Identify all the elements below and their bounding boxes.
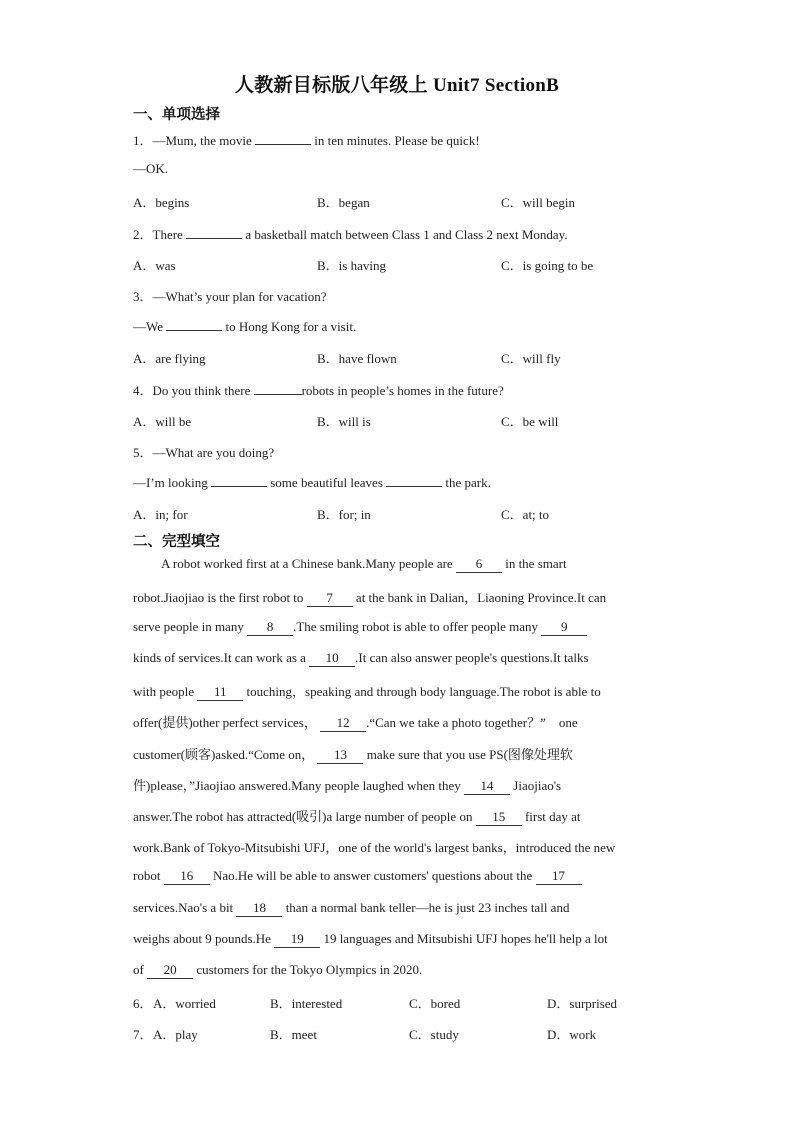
cloze-blank-7[interactable]: 7 <box>307 590 353 607</box>
passage-line: services.Nao's a bit 18 than a normal bank teller—he is just 23 inches tall and <box>133 900 570 915</box>
question-5-option-b[interactable]: B．for; in <box>317 507 371 522</box>
passage-line: weighs about 9 pounds.He 19 19 languages and Mitsubishi UFJ hopes he'll help a lot <box>133 931 608 946</box>
question-7-option-d[interactable]: D．work <box>547 1027 597 1042</box>
question-1-reply: —OK. <box>133 161 169 176</box>
cloze-blank-14[interactable]: 14 <box>464 778 510 795</box>
cloze-blank-17[interactable]: 17 <box>536 868 582 885</box>
question-3-reply: —We to Hong Kong for a visit. <box>133 319 357 334</box>
question-6-option-c[interactable]: C．bored <box>409 996 461 1011</box>
cloze-blank-12[interactable]: 12 <box>320 715 366 732</box>
passage-line: robot.Jiaojiao is the first robot to 7 at the bank in Dalian，Liaoning Province.It can <box>133 590 607 605</box>
passage-line: robot 16 Nao.He will be able to answer customers' questions about the 17 <box>133 868 582 885</box>
question-7-option-c[interactable]: C．study <box>409 1027 459 1042</box>
cloze-blank-19[interactable]: 19 <box>274 931 320 948</box>
question-5-option-c[interactable]: C．at; to <box>501 507 550 522</box>
passage-line: A robot worked first at a Chinese bank.Many people are 6 in the smart <box>161 556 567 571</box>
question-7-number: 7． <box>133 1027 153 1042</box>
question-6-option-a[interactable]: A．worried <box>153 996 216 1011</box>
question-6-option-d[interactable]: D．surprised <box>547 996 618 1011</box>
question-4-option-c[interactable]: C．be will <box>501 414 559 429</box>
passage-line: work.Bank of Tokyo-Mitsubishi UFJ，one of the world's largest banks，introduced the new <box>133 840 616 855</box>
question-3-option-a[interactable]: A．are flying <box>133 351 206 366</box>
question-1-option-c[interactable]: C．will begin <box>501 195 576 210</box>
passage-line: offer(提供)other perfect services， 12 .“Can we take a photo together？” one <box>133 715 578 730</box>
question-7-option-a[interactable]: A．play <box>153 1027 198 1042</box>
cloze-blank-13[interactable]: 13 <box>317 747 363 764</box>
answer-blank[interactable] <box>255 131 311 145</box>
cloze-blank-6[interactable]: 6 <box>456 556 502 573</box>
passage-line: customer(顾客)asked.“Come on， 13 make sure that you use PS(图像处理软 <box>133 747 573 762</box>
question-2-stem: 2．There a basketball match between Class 1 and Class 2 next Monday. <box>133 227 568 242</box>
question-1-option-a[interactable]: A．begins <box>133 195 190 210</box>
passage-line: kinds of services.It can work as a 10 .It can also answer people's questions.It talks <box>133 650 589 665</box>
cloze-blank-20[interactable]: 20 <box>147 962 193 979</box>
cloze-blank-11[interactable]: 11 <box>197 684 243 701</box>
cloze-blank-9[interactable]: 9 <box>541 619 587 636</box>
passage-line: serve people in many 8 .The smiling robot is able to offer people many 9 <box>133 619 587 636</box>
answer-blank[interactable] <box>211 473 267 487</box>
passage-line: of 20 customers for the Tokyo Olympics in 2020. <box>133 962 423 977</box>
question-2-option-c[interactable]: C．is going to be <box>501 258 594 273</box>
passage-line: 件)please，”Jiaojiao answered.Many people laughed when they 14 Jiaojiao's <box>133 778 562 793</box>
cloze-blank-18[interactable]: 18 <box>236 900 282 917</box>
answer-blank[interactable] <box>186 225 242 239</box>
passage-line: with people 11 touching，speaking and through body language.The robot is able to <box>133 684 601 699</box>
cloze-blank-16[interactable]: 16 <box>164 868 210 885</box>
question-6-number: 6． <box>133 996 153 1011</box>
question-3-option-b[interactable]: B．have flown <box>317 351 397 366</box>
question-6-option-b[interactable]: B．interested <box>270 996 343 1011</box>
question-5-reply: —I’m looking some beautiful leaves the park. <box>133 475 491 490</box>
question-4-stem: 4．Do you think there robots in people’s homes in the future? <box>133 383 504 398</box>
question-1-option-b[interactable]: B．began <box>317 195 370 210</box>
question-3-stem: 3．—What’s your plan for vacation? <box>133 289 327 304</box>
cloze-blank-15[interactable]: 15 <box>476 809 522 826</box>
question-2-option-b[interactable]: B．is having <box>317 258 386 273</box>
question-5-option-a[interactable]: A．in; for <box>133 507 188 522</box>
page-title: 人教新目标版八年级上 Unit7 SectionB <box>234 75 560 96</box>
answer-blank[interactable] <box>254 381 302 395</box>
question-7-option-b[interactable]: B．meet <box>270 1027 317 1042</box>
section-heading-single-choice: 一、单项选择 <box>133 107 220 123</box>
question-4-option-a[interactable]: A．will be <box>133 414 192 429</box>
question-2-option-a[interactable]: A．was <box>133 258 176 273</box>
question-3-option-c[interactable]: C．will fly <box>501 351 561 366</box>
question-5-stem: 5．—What are you doing? <box>133 445 275 460</box>
answer-blank[interactable] <box>386 473 442 487</box>
question-1-stem: 1．—Mum, the movie in ten minutes. Please be quick! <box>133 133 480 148</box>
passage-line: answer.The robot has attracted(吸引)a large number of people on 15 first day at <box>133 809 581 824</box>
answer-blank[interactable] <box>166 317 222 331</box>
cloze-blank-10[interactable]: 10 <box>309 650 355 667</box>
cloze-blank-8[interactable]: 8 <box>247 619 293 636</box>
question-4-option-b[interactable]: B．will is <box>317 414 371 429</box>
section-heading-cloze: 二、完型填空 <box>133 534 220 550</box>
